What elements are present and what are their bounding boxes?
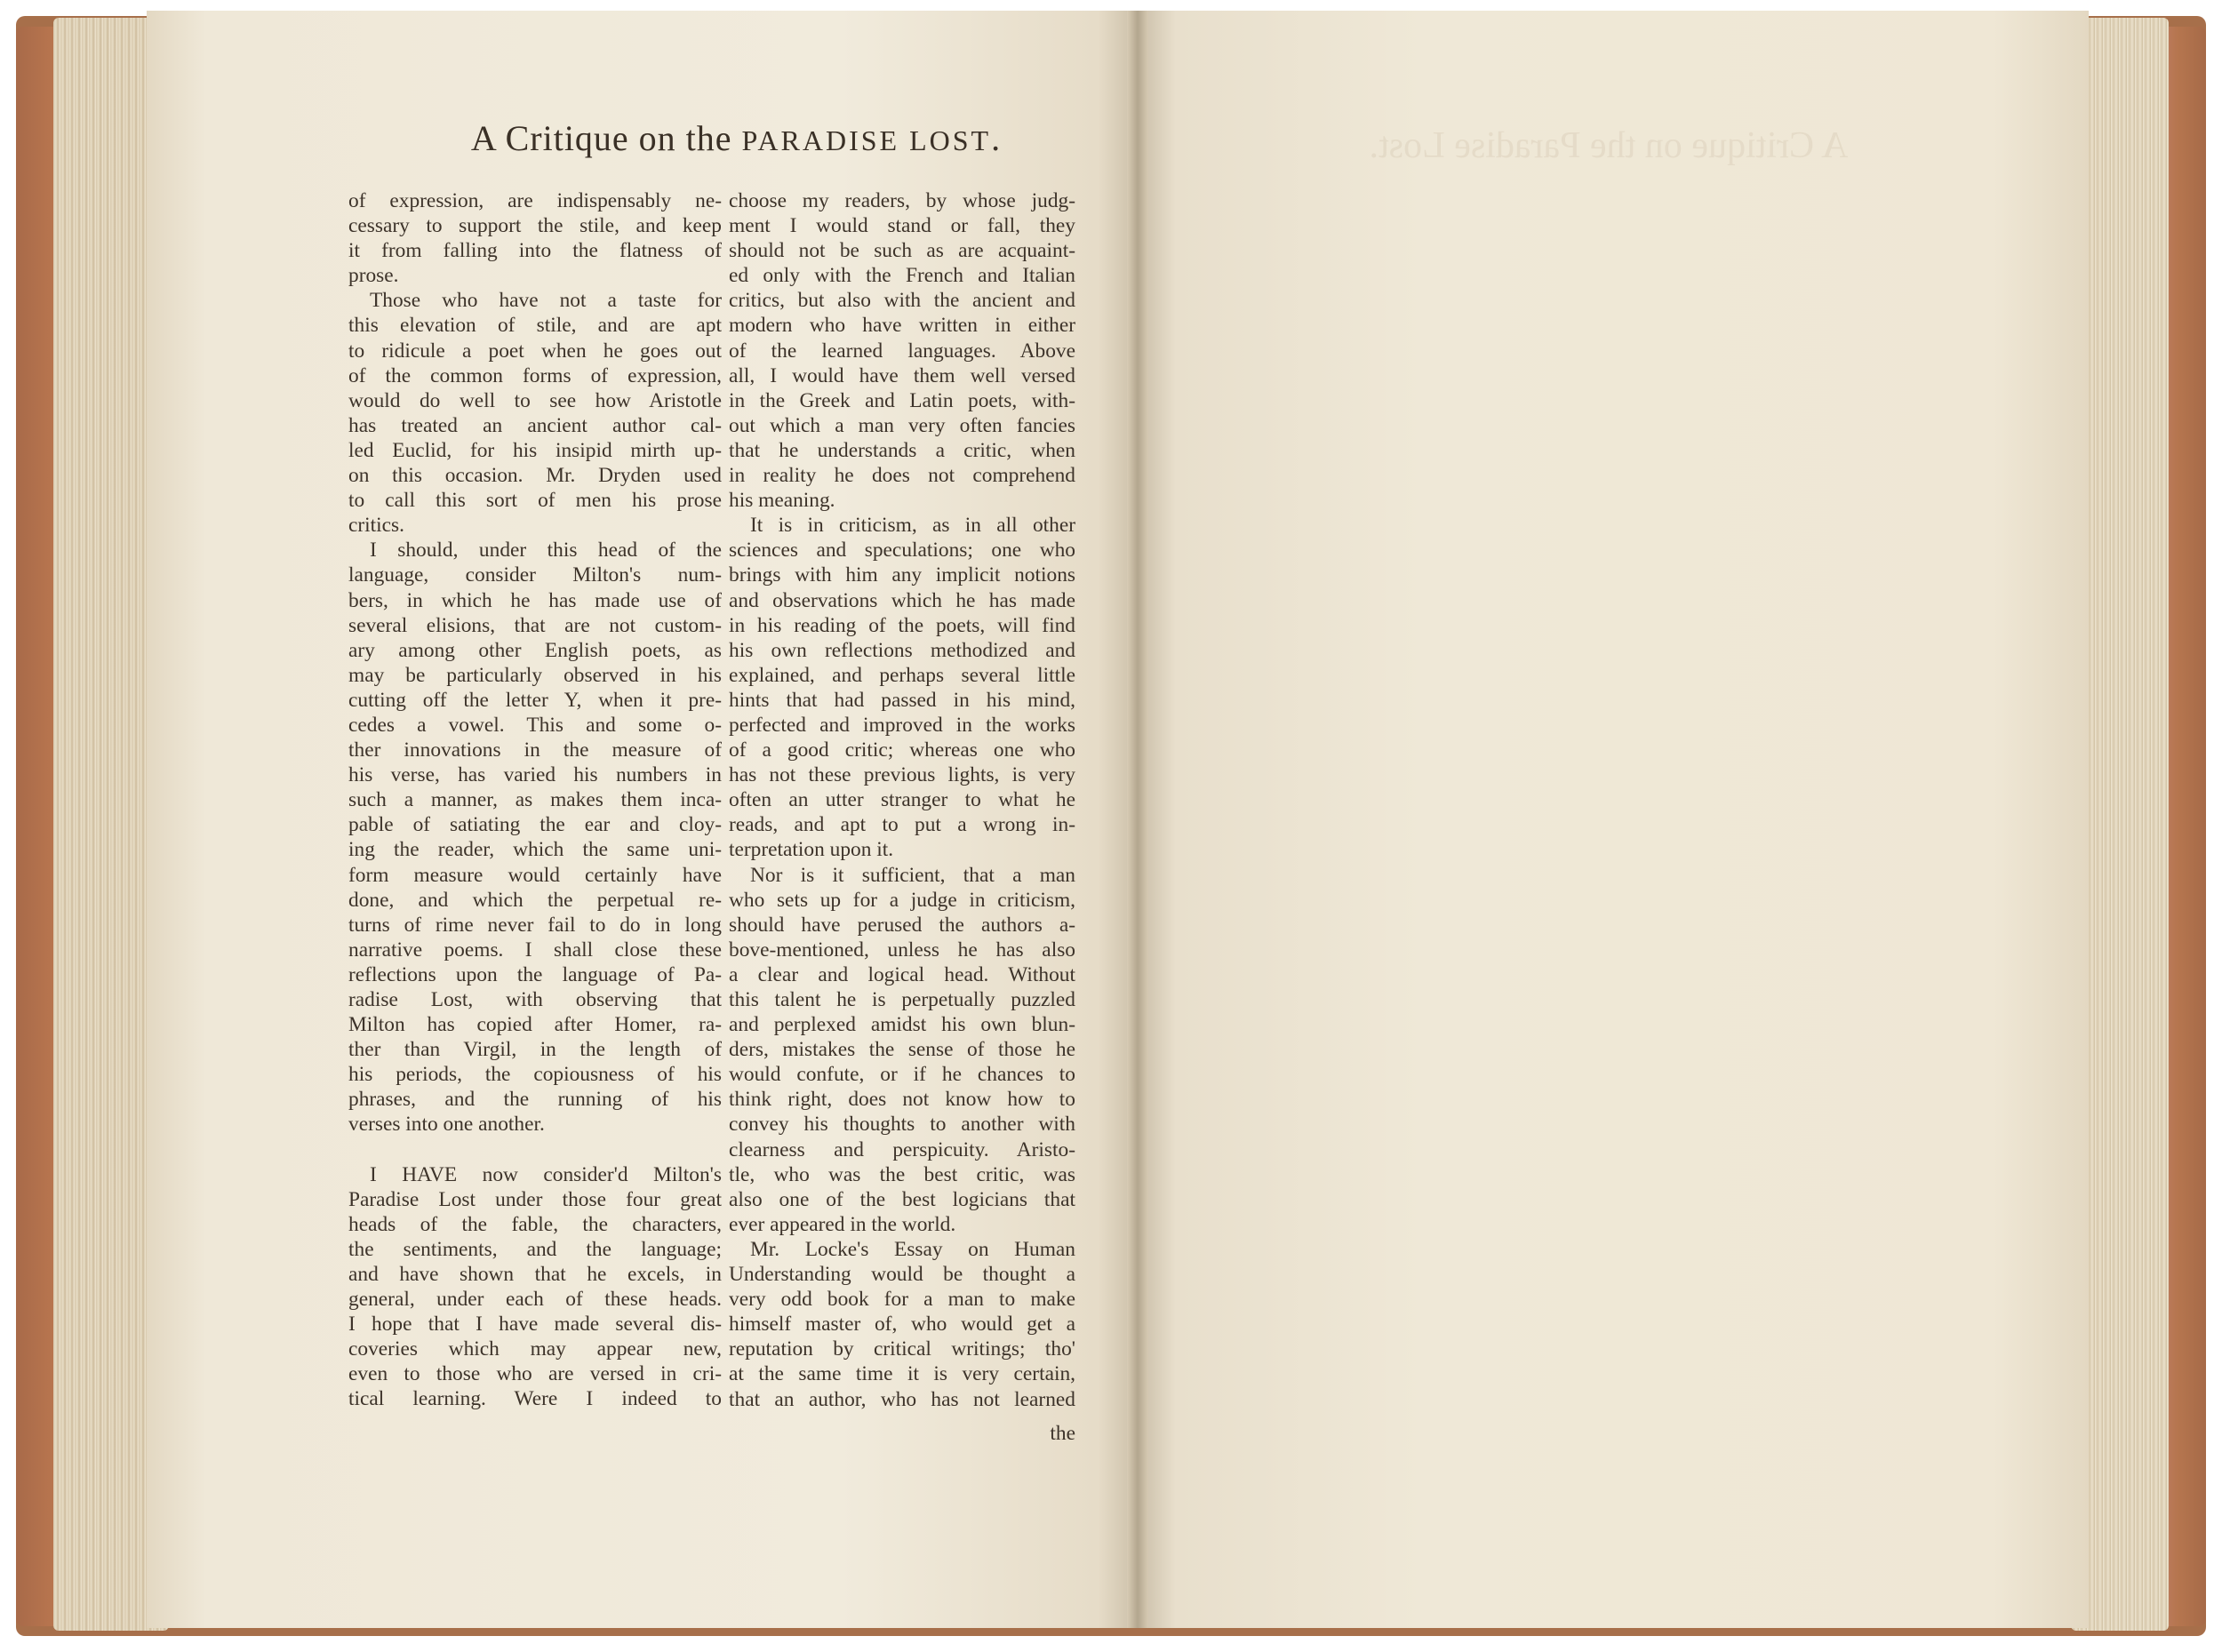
text-line: should have perused the authors a- bbox=[729, 913, 1075, 937]
text-line: very odd book for a man to make bbox=[729, 1288, 1075, 1312]
text-line: even to those who are versed in cri- bbox=[348, 1362, 722, 1386]
text-line: verses into one another. bbox=[348, 1113, 545, 1137]
text-line: turns of rime never fail to do in long bbox=[348, 913, 722, 937]
text-line: ing the reader, which the same uni- bbox=[348, 838, 722, 862]
text-line: on this occasion. Mr. Dryden used bbox=[348, 464, 722, 488]
text-line: language, consider Milton's num- bbox=[348, 563, 722, 587]
text-line: prose. bbox=[348, 264, 399, 288]
text-line: Nor is it sufficient, that a man bbox=[750, 863, 1075, 887]
text-line: who sets up for a judge in criticism, bbox=[729, 888, 1075, 912]
text-line: this talent he is perpetually puzzled bbox=[729, 988, 1075, 1011]
text-line: ders, mistakes the sense of those he bbox=[729, 1038, 1075, 1062]
text-line: ever appeared in the world. bbox=[729, 1212, 956, 1236]
text-line: in the Greek and Latin poets, with- bbox=[729, 388, 1075, 412]
text-line: general, under each of these heads. bbox=[348, 1288, 722, 1312]
text-line: and observations which he has made bbox=[729, 588, 1075, 612]
text-line: critics, but also with the ancient and bbox=[729, 289, 1075, 313]
text-line: his own reflections methodized and bbox=[729, 638, 1075, 662]
text-line: form measure would certainly have bbox=[348, 863, 722, 887]
book-gutter bbox=[1127, 11, 1148, 1628]
text-line: explained, and perhaps several little bbox=[729, 663, 1075, 687]
text-line: of a good critic; whereas one who bbox=[729, 738, 1075, 762]
text-line: Mr. Locke's Essay on Human bbox=[750, 1237, 1075, 1261]
text-line: would confute, or if he chances to bbox=[729, 1063, 1075, 1087]
text-line: his periods, the copiousness of his bbox=[348, 1063, 722, 1087]
text-line: Milton has copied after Homer, ra- bbox=[348, 1013, 722, 1037]
text-line: this elevation of stile, and are apt bbox=[348, 314, 722, 338]
text-line: sciences and speculations; one who bbox=[729, 539, 1075, 563]
text-line: radise Lost, with observing that bbox=[348, 988, 722, 1011]
text-line: modern who have written in either bbox=[729, 314, 1075, 338]
show-through-header: A Critique on the Paradise Lost. bbox=[1369, 125, 1849, 166]
text-line: his meaning. bbox=[729, 489, 835, 513]
text-line: may be particularly observed in his bbox=[348, 663, 722, 687]
text-line: reads, and apt to put a wrong in- bbox=[729, 813, 1075, 837]
text-line: Those who have not a taste for bbox=[370, 289, 722, 313]
text-line: bers, in which he has made use of bbox=[348, 588, 722, 612]
text-line: Paradise Lost under those four great bbox=[348, 1187, 722, 1211]
text-line: that he understands a critic, when bbox=[729, 438, 1075, 462]
text-line: tle, who was the best critic, was bbox=[729, 1162, 1075, 1186]
text-line: would do well to see how Aristotle bbox=[348, 388, 722, 412]
text-line: ary among other English poets, as bbox=[348, 638, 722, 662]
text-line: led Euclid, for his insipid mirth up- bbox=[348, 438, 722, 462]
text-line: clearness and perspicuity. Aristo- bbox=[729, 1137, 1075, 1161]
text-line: and have shown that he excels, in bbox=[348, 1262, 722, 1286]
text-line: I HAVE now consider'd Milton's bbox=[370, 1162, 722, 1186]
text-line: in reality he does not comprehend bbox=[729, 464, 1075, 488]
left-text-column bbox=[348, 188, 722, 1412]
text-line: hints that had passed in his mind, bbox=[729, 688, 1075, 712]
text-line: critics. bbox=[348, 514, 404, 538]
text-line: brings with him any implicit notions bbox=[729, 563, 1075, 587]
text-line: his verse, has varied his numbers in bbox=[348, 763, 722, 787]
text-line: also one of the best logicians that bbox=[729, 1187, 1075, 1211]
text-line: convey his thoughts to another with bbox=[729, 1113, 1075, 1137]
text-line: I hope that I have made several dis- bbox=[348, 1313, 722, 1337]
right-page bbox=[1138, 11, 2089, 1628]
text-line: and perplexed amidst his own blun- bbox=[729, 1013, 1075, 1037]
text-line: of expression, are indispensably ne- bbox=[348, 189, 722, 212]
text-line: the sentiments, and the language; bbox=[348, 1237, 722, 1261]
text-line: phrases, and the running of his bbox=[348, 1088, 722, 1112]
text-line: ment I would stand or fall, they bbox=[729, 214, 1075, 238]
text-line: has treated an ancient author cal- bbox=[348, 413, 722, 437]
text-line: terpretation upon it. bbox=[729, 838, 894, 862]
running-header bbox=[425, 117, 1047, 159]
text-line: to call this sort of men his prose bbox=[348, 489, 722, 513]
header-text-c: . bbox=[991, 118, 1002, 158]
text-line: heads of the fable, the characters, bbox=[348, 1212, 722, 1236]
right-text-column bbox=[729, 188, 1075, 1412]
text-line: It is in criticism, as in all other bbox=[750, 514, 1075, 538]
text-line: out which a man very often fancies bbox=[729, 413, 1075, 437]
text-line: ther innovations in the measure of bbox=[348, 738, 722, 762]
text-line: of the common forms of expression, bbox=[348, 363, 722, 387]
text-line: all, I would have them well versed bbox=[729, 363, 1075, 387]
text-line: bove-mentioned, unless he has also bbox=[729, 938, 1075, 962]
text-line: perfected and improved in the works bbox=[729, 713, 1075, 737]
text-line: done, and which the perpetual re- bbox=[348, 888, 722, 912]
text-line: that an author, who has not learned bbox=[729, 1387, 1075, 1411]
text-line: reflections upon the language of Pa- bbox=[348, 962, 722, 986]
text-line: at the same time it is very certain, bbox=[729, 1362, 1075, 1386]
text-line: I should, under this head of the bbox=[370, 539, 722, 563]
text-line: ther than Virgil, in the length of bbox=[348, 1038, 722, 1062]
text-line: to ridicule a poet when he goes out bbox=[348, 339, 722, 363]
text-line: several elisions, that are not custom- bbox=[348, 613, 722, 637]
text-line: cessary to support the stile, and keep bbox=[348, 214, 722, 238]
text-line: it from falling into the flatness of bbox=[348, 239, 722, 263]
text-line: has not these previous lights, is very bbox=[729, 763, 1075, 787]
text-line: narrative poems. I shall close these bbox=[348, 938, 722, 962]
text-line: Understanding would be thought a bbox=[729, 1263, 1075, 1287]
text-line: often an utter stranger to what he bbox=[729, 788, 1075, 812]
text-line: such a manner, as makes them inca- bbox=[348, 788, 722, 812]
header-text-a: A Critique on the bbox=[470, 118, 742, 158]
header-text-b: PARADISE LOST bbox=[741, 124, 992, 156]
text-line: choose my readers, by whose judg- bbox=[729, 189, 1075, 212]
text-line: reputation by critical writings; tho' bbox=[729, 1337, 1075, 1361]
text-line: cutting off the letter Y, when it pre- bbox=[348, 688, 722, 712]
text-line: himself master of, who would get a bbox=[729, 1313, 1075, 1337]
text-line: a clear and logical head. Without bbox=[729, 962, 1075, 986]
catchword: the bbox=[1050, 1422, 1075, 1445]
text-line: think right, does not know how to bbox=[729, 1088, 1075, 1112]
text-line: cedes a vowel. This and some o- bbox=[348, 713, 722, 737]
text-line: ed only with the French and Italian bbox=[729, 264, 1075, 288]
text-line: of the learned languages. Above bbox=[729, 339, 1075, 363]
text-line: tical learning. Were I indeed to bbox=[348, 1387, 722, 1411]
text-line: pable of satiating the ear and cloy- bbox=[348, 813, 722, 837]
text-line: coveries which may appear new, bbox=[348, 1337, 722, 1361]
text-line: should not be such as are acquaint- bbox=[729, 239, 1075, 263]
text-line: in his reading of the poets, will find bbox=[729, 613, 1075, 637]
